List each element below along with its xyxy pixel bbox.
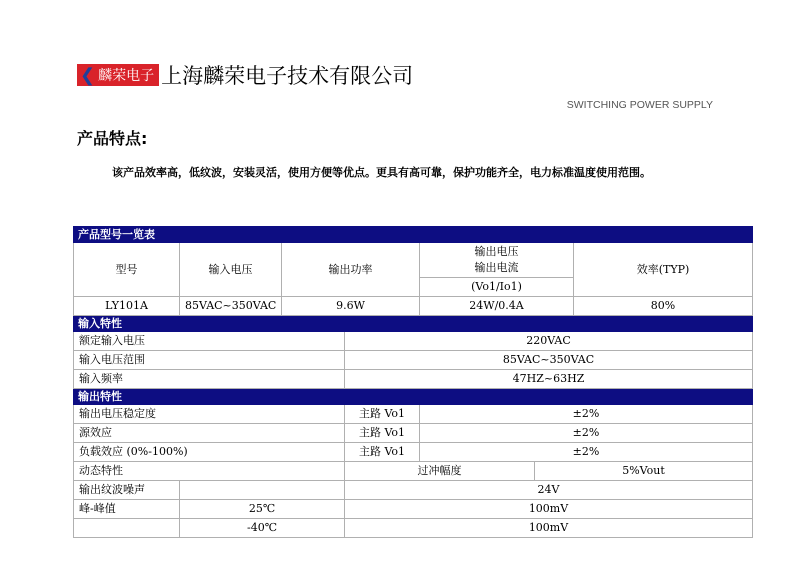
model-section-header: [74, 227, 753, 243]
table-row: [74, 297, 753, 316]
col-output-voltage-current: [420, 243, 574, 278]
output-value: 24W/0.4A: [420, 297, 574, 316]
ripple-value: 24V: [345, 481, 753, 500]
col-input-voltage: 输入电压: [180, 243, 282, 297]
input-section-title: 输入特性: [74, 316, 753, 332]
model-header-row: [74, 243, 753, 278]
company-name: 上海麟荣电子技术有限公司: [161, 64, 414, 88]
input-range-value: 85VAC~350VAC: [345, 351, 753, 370]
table-row: [74, 519, 753, 538]
table-row: [74, 443, 753, 462]
spec-table: [73, 226, 753, 538]
dynamic-sub: 过冲幅度: [345, 462, 535, 481]
output-section-header: [74, 389, 753, 405]
efficiency-value: 80%: [574, 297, 753, 316]
table-row: [74, 462, 753, 481]
peak-temp-1: 25℃: [180, 500, 345, 519]
load-value: ±2%: [420, 443, 753, 462]
logo-text: 麟荣电子: [98, 68, 155, 84]
rated-input-label: 额定输入电压: [74, 332, 345, 351]
stability-label: 输出电压稳定度: [74, 405, 345, 424]
col-vo-io: (Vo1/Io1): [420, 278, 574, 297]
table-row: [74, 370, 753, 389]
source-label: 源效应: [74, 424, 345, 443]
peak-label: 峰-峰值: [74, 500, 180, 519]
model-section-title: 产品型号一览表: [74, 227, 753, 243]
ripple-label: 输出纹波噪声: [74, 481, 180, 500]
table-row: [74, 405, 753, 424]
source-sub: 主路 Vo1: [345, 424, 420, 443]
input-freq-value: 47HZ~63HZ: [345, 370, 753, 389]
input-section-header: [74, 316, 753, 332]
table-row: [74, 351, 753, 370]
source-value: ±2%: [420, 424, 753, 443]
dynamic-label: 动态特性: [74, 462, 345, 481]
input-range-label: 输入电压范围: [74, 351, 345, 370]
col-efficiency: 效率(TYP): [574, 243, 753, 297]
output-section-title: 输出特性: [74, 389, 753, 405]
peak-temp-2: -40℃: [180, 519, 345, 538]
dynamic-value: 5%Vout: [535, 462, 753, 481]
stability-sub: 主路 Vo1: [345, 405, 420, 424]
features-text: 该产品效率高，低纹波，安装灵活，使用方便等优点。更具有高可靠，保护功能齐全，电力标准温度使用范围。: [112, 166, 651, 179]
table-row: [74, 332, 753, 351]
table-row: [74, 424, 753, 443]
table-row: [74, 500, 753, 519]
logo-badge: [77, 64, 159, 86]
input-freq-label: 输入频率: [74, 370, 345, 389]
peak-value-2: 100mV: [345, 519, 753, 538]
ripple-empty-cell: [180, 481, 345, 500]
col-model: 型号: [74, 243, 180, 297]
company-logo: [77, 64, 413, 86]
peak-value-1: 100mV: [345, 500, 753, 519]
load-label: 负载效应 (0%-100%): [74, 443, 345, 462]
col-output-current: 输出电流: [474, 261, 519, 274]
features-title: 产品特点:: [77, 129, 148, 148]
col-output-voltage: 输出电压: [474, 245, 519, 258]
double-chevron-left-icon: ❮: [80, 64, 96, 86]
page-subtitle: SWITCHING POWER SUPPLY: [566, 99, 713, 111]
peak-empty-cell: [74, 519, 180, 538]
output-power-value: 9.6W: [282, 297, 420, 316]
load-sub: 主路 Vo1: [345, 443, 420, 462]
table-row: [74, 481, 753, 500]
model-value: LY101A: [74, 297, 180, 316]
input-voltage-value: 85VAC~350VAC: [180, 297, 282, 316]
col-output-power: 输出功率: [282, 243, 420, 297]
stability-value: ±2%: [420, 405, 753, 424]
rated-input-value: 220VAC: [345, 332, 753, 351]
